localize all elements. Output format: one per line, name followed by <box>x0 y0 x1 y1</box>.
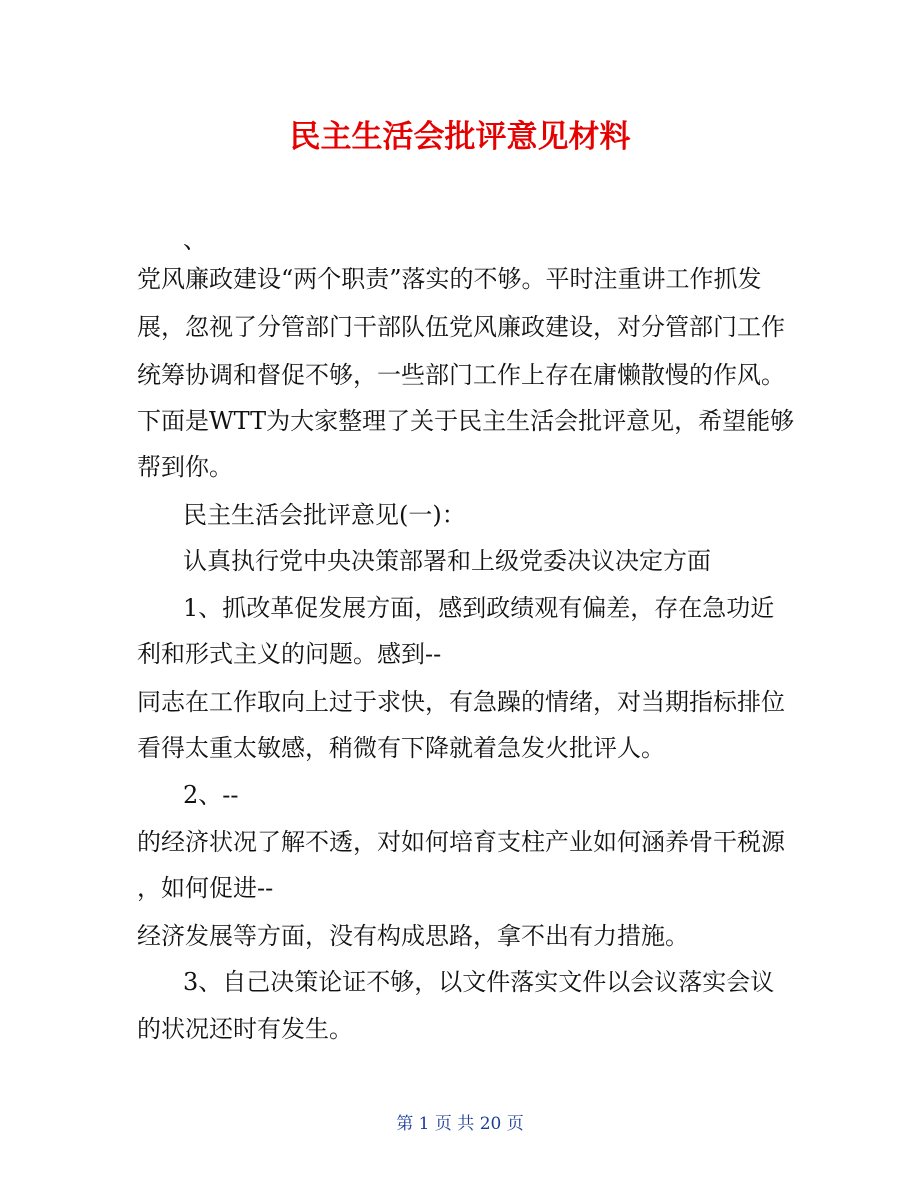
page-footer: 第 1 页 共 20 页 <box>396 1114 524 1134</box>
text-line: 2、-- <box>183 781 239 809</box>
section-heading: 民主生活会批评意见(一)： <box>183 501 466 529</box>
text-line: 同志在工作取向上过于求快，有急躁的情绪，对当期指标排位 <box>137 688 785 716</box>
text-line: 下面是WTT为大家整理了关于民主生活会批评意见，希望能够 <box>137 407 795 435</box>
text-line: 帮到你。 <box>137 453 233 481</box>
text-line: 、 <box>183 226 207 254</box>
text-line: 展，忽视了分管部门干部队伍党风廉政建设，对分管部门工作 <box>137 313 785 341</box>
text-line: 统筹协调和督促不够，一些部门工作上存在庸懒散慢的作风。 <box>137 361 785 389</box>
text-line: 的经济状况了解不透，对如何培育支柱产业如何涵养骨干税源 <box>137 828 785 856</box>
text-line: 1、抓改革促发展方面，感到政绩观有偏差，存在急功近 <box>183 594 775 622</box>
text-line: 党风廉政建设“两个职责”落实的不够。平时注重讲工作抓发 <box>137 265 762 293</box>
text-line: ，如何促进-- <box>137 874 274 902</box>
subsection-heading: 认真执行党中央决策部署和上级党委决议决定方面 <box>183 547 711 575</box>
text-line: 的状况还时有发生。 <box>137 1015 353 1043</box>
text-line: 3、自己决策论证不够，以文件落实文件以会议落实会议 <box>183 968 775 996</box>
text-line: 经济发展等方面，没有构成思路，拿不出有力措施。 <box>137 922 689 950</box>
document-title: 民主生活会批评意见材料 <box>289 119 631 155</box>
text-line: 利和形式主义的问题。感到-- <box>137 640 442 668</box>
text-line: 看得太重太敏感，稍微有下降就着急发火批评人。 <box>137 734 665 762</box>
